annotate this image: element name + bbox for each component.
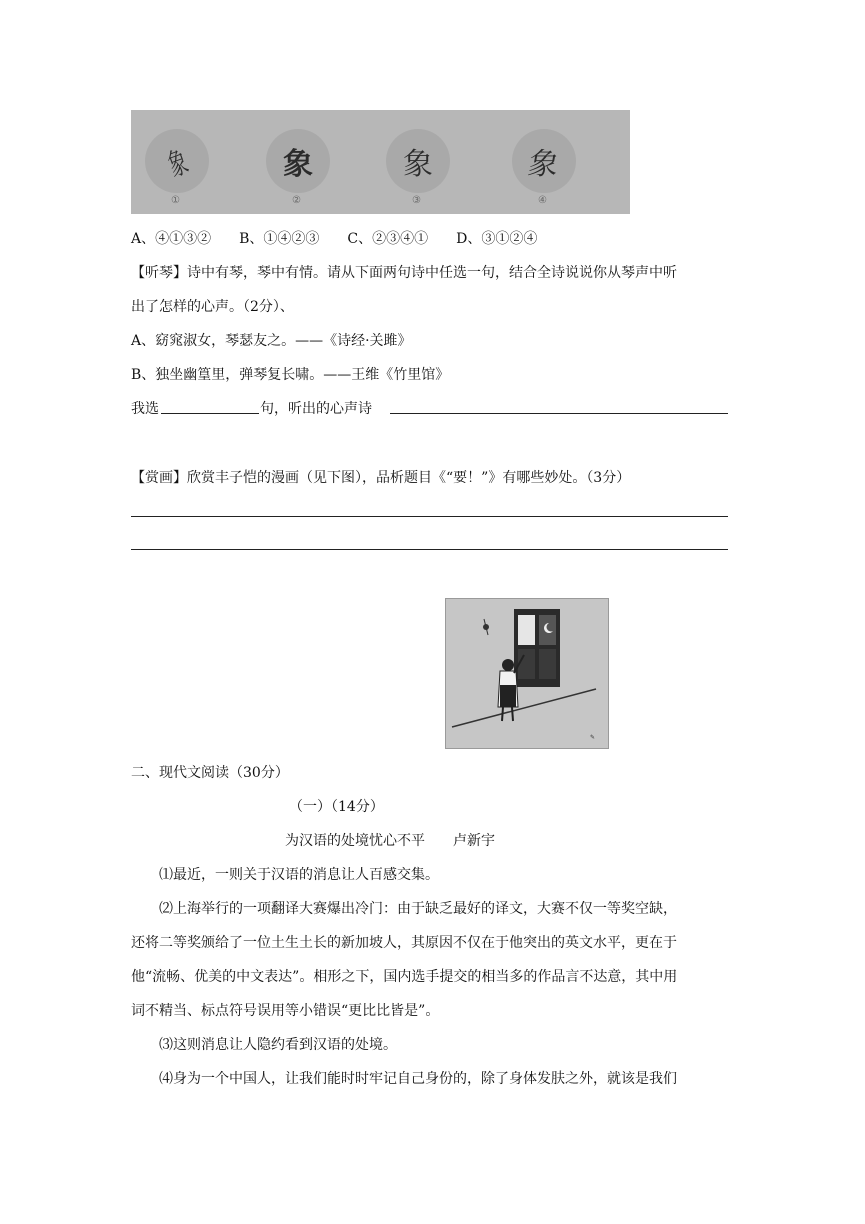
- seal-number: ④: [538, 195, 547, 206]
- seal-number: ③: [412, 195, 421, 206]
- paragraph-3: ⑶这则消息让人隐约看到汉语的处境。: [159, 1037, 397, 1053]
- paragraph-2-line3: 他“流畅、优美的中文表达”。相形之下，国内选手提交的相当多的作品言不达意，其中用: [131, 969, 678, 985]
- seal-glyph: 象: [283, 147, 313, 182]
- svg-text:✎: ✎: [590, 734, 596, 741]
- answer-blank-heart[interactable]: [390, 413, 728, 414]
- answer-prefix: 我选: [131, 401, 159, 417]
- listen-prompt-line2: 出了怎样的心声。（2分）、: [131, 299, 294, 315]
- answer-line-1[interactable]: [131, 516, 728, 517]
- appreciate-prompt: 【赏画】欣赏丰子恺的漫画（见下图），品析题目《“要！”》有哪些妙处。（3分）: [131, 470, 631, 486]
- listen-option-a: A、窈窕淑女，琴瑟友之。——《诗经·关雎》: [131, 333, 412, 349]
- seal-glyph: 象: [403, 147, 433, 182]
- section2-heading: 二、现代文阅读（30分）: [131, 765, 289, 781]
- paragraph-2-line4: 词不精当、标点符号误用等小错误“更比比皆是”。: [131, 1003, 440, 1019]
- paragraph-2-line1: ⑵上海举行的一项翻译大赛爆出冷门：由于缺乏最好的译文，大赛不仅一等奖空缺，: [159, 901, 677, 917]
- answer-middle: 句，听出的心声诗: [260, 401, 372, 417]
- answer-blank-sentence[interactable]: [161, 413, 259, 414]
- cartoon-drawing: [446, 599, 608, 748]
- seal-glyph: 象: [525, 147, 562, 182]
- seal-number: ②: [292, 195, 301, 206]
- seal-character-1: [145, 129, 209, 193]
- cartoon-image: [445, 598, 609, 749]
- paragraph-2-line2: 还将二等奖颁给了一位土生土长的新加坡人，其原因不仅在于他突出的英文水平，更在于: [131, 935, 677, 951]
- seal-number: ①: [171, 195, 180, 206]
- answer-line-2[interactable]: [131, 549, 728, 550]
- listen-option-b: B、独坐幽篁里，弹琴复长啸。——王维《竹里馆》: [131, 367, 450, 383]
- seal-glyph: 象: [163, 144, 193, 184]
- listen-prompt-line1: 【听琴】诗中有琴，琴中有情。请从下面两句诗中任选一句，结合全诗说说你从琴声中听: [131, 265, 677, 281]
- paragraph-4-line1: ⑷身为一个中国人，让我们能时时牢记自己身份的，除了身体发肤之外，就该是我们: [159, 1071, 677, 1087]
- seal-script-image: [131, 110, 630, 214]
- seal-character-3: [386, 129, 450, 193]
- seal-character-2: [266, 129, 330, 193]
- question-options: A、④①③② B、①④②③ C、②③④① D、③①②④: [131, 231, 538, 247]
- seal-character-4: [512, 129, 576, 193]
- paragraph-1: ⑴最近，一则关于汉语的消息让人百感交集。: [159, 867, 439, 883]
- section2-part: （一）（14分）: [289, 799, 384, 815]
- article-title: 为汉语的处境忧心不平 卢新宇: [285, 833, 495, 849]
